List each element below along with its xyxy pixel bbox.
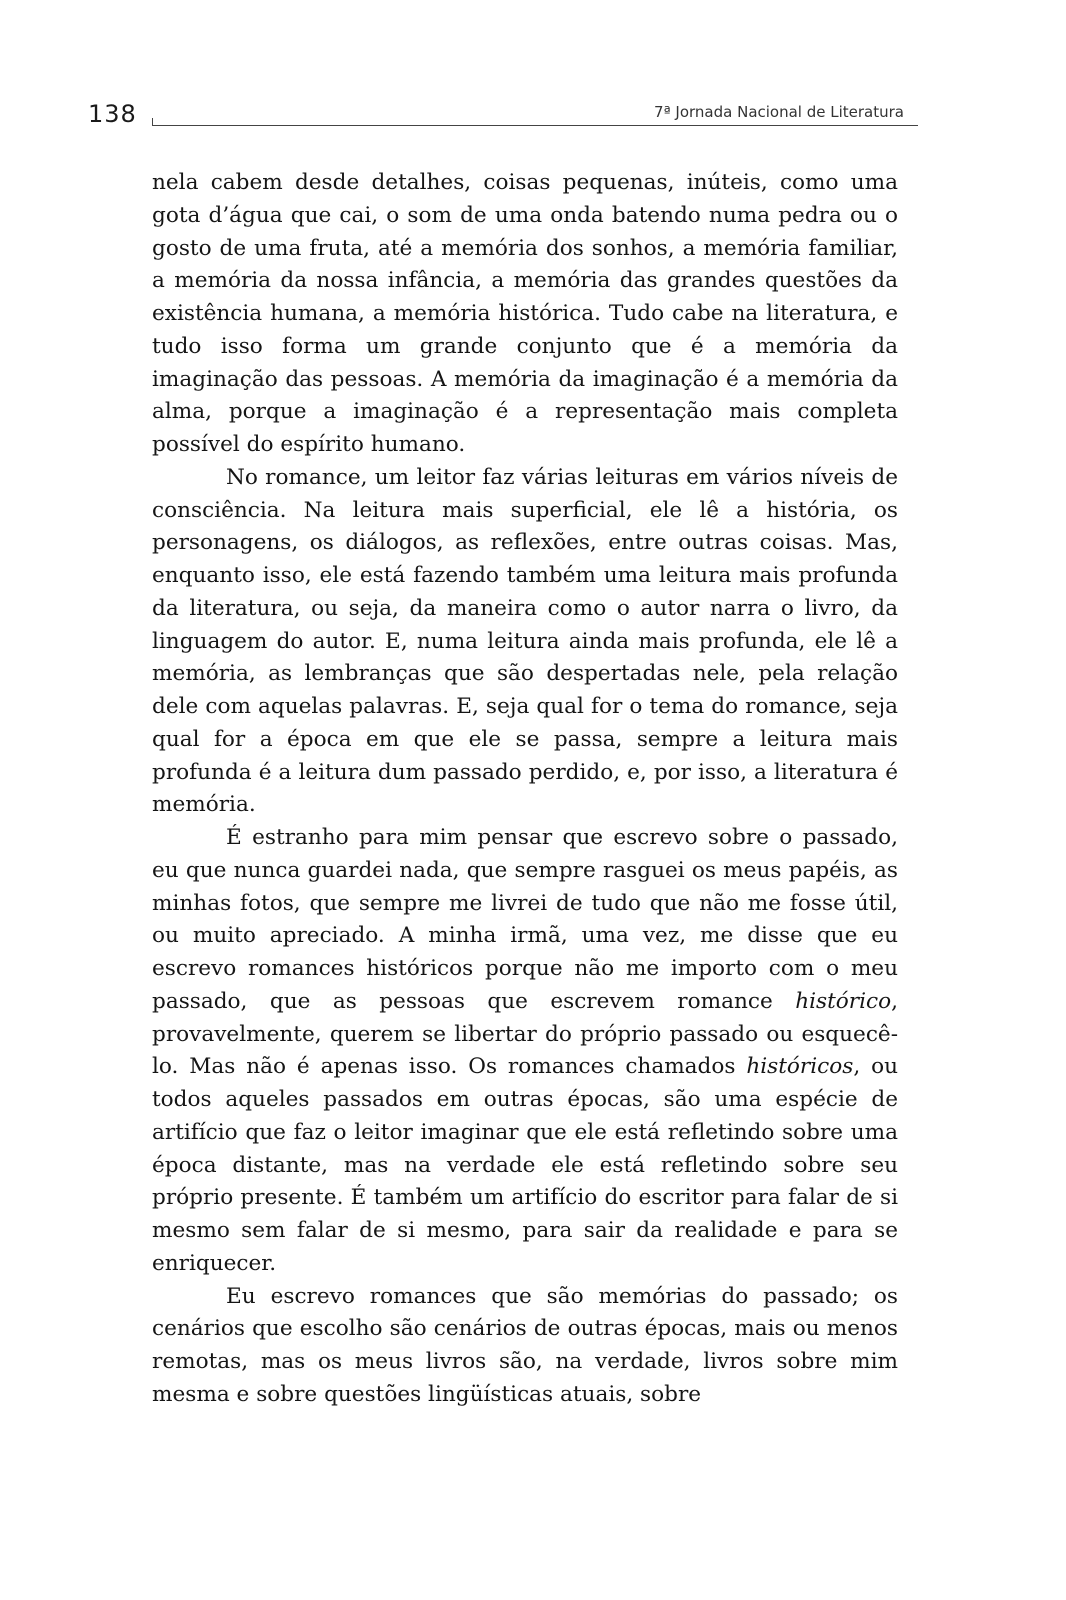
text-run: É estranho para mim pensar que escrevo sobre o passado, eu que nunca guardei nada, que sempre rasguei os meus papéis, as minhas fotos, que sempre me livrei de tudo que não me fosse útil, ou muito apreciado. A minha irmã, uma vez, me disse que eu escrevo romances históricos porque não me importo com o meu passado, que as pessoas que escrevem romance bbox=[152, 825, 898, 1014]
emphasis-text: históricos bbox=[746, 1054, 854, 1080]
body-text bbox=[152, 167, 898, 1412]
emphasis-text: histórico bbox=[795, 988, 892, 1014]
text-run: , provavelmente, querem se libertar do próprio passado ou esquecê-lo. Mas não é apenas isso. Os romances chamados bbox=[152, 988, 898, 1080]
paragraph bbox=[152, 822, 898, 1281]
text-run: , ou todos aqueles passados em outras épocas, são uma espécie de artifício que faz o leitor imaginar que ele está refletindo sobre uma época distante, mas na verdade ele está refletindo sobre seu próprio presente. É também um artifício do escritor para falar de si mesmo sem falar de si mesmo, para sair da realidade e para se enriquecer. bbox=[152, 1054, 899, 1276]
page-header bbox=[88, 100, 918, 130]
text-run: No romance, um leitor faz várias leituras em vários níveis de consciência. Na leitura mais superficial, ele lê a história, os personagens, os diálogos, as reflexões, entre outras coisas. Mas, enquanto isso, ele está fazendo também uma leitura mais profunda da literatura, ou seja, da maneira como o autor narra o livro, da linguagem do autor. E, numa leitura ainda mais profunda, ele lê a memória, as lembranças que são despertadas nele, pela relação dele com aquelas palavras. E, seja qual for o tema do romance, seja qual for a época em que ele se passa, sempre a leitura mais profunda é a leitura dum passado perdido, e, por isso, a literatura é memória. bbox=[152, 464, 898, 818]
text-run: Eu escrevo romances que são memórias do passado; os cenários que escolho são cenários de outras épocas, mais ou menos remotas, mas os meus livros são, na verdade, livros sobre mim mesma e sobre questões lingüísticas atuais, sobre bbox=[152, 1283, 898, 1407]
text-run: nela cabem desde detalhes, coisas pequenas, inúteis, como uma gota d’água que cai, o som de uma onda batendo numa pedra ou o gosto de uma fruta, até a memória dos sonhos, a memória familiar, a memória da nossa infância, a memória das grandes questões da existência humana, a memória histórica. Tudo cabe na literatura, e tudo isso forma um grande conjunto que é a memória da imaginação das pessoas. A memória da imaginação é a memória da alma, porque a imaginação é a representação mais completa possível do espírito humano. bbox=[152, 170, 898, 457]
page-number: 138 bbox=[88, 100, 137, 128]
running-head: 7ª Jornada Nacional de Literatura bbox=[654, 103, 904, 121]
paragraph bbox=[152, 1281, 898, 1412]
paragraph bbox=[152, 167, 898, 462]
paragraph bbox=[152, 462, 898, 822]
header-rule bbox=[152, 125, 918, 126]
